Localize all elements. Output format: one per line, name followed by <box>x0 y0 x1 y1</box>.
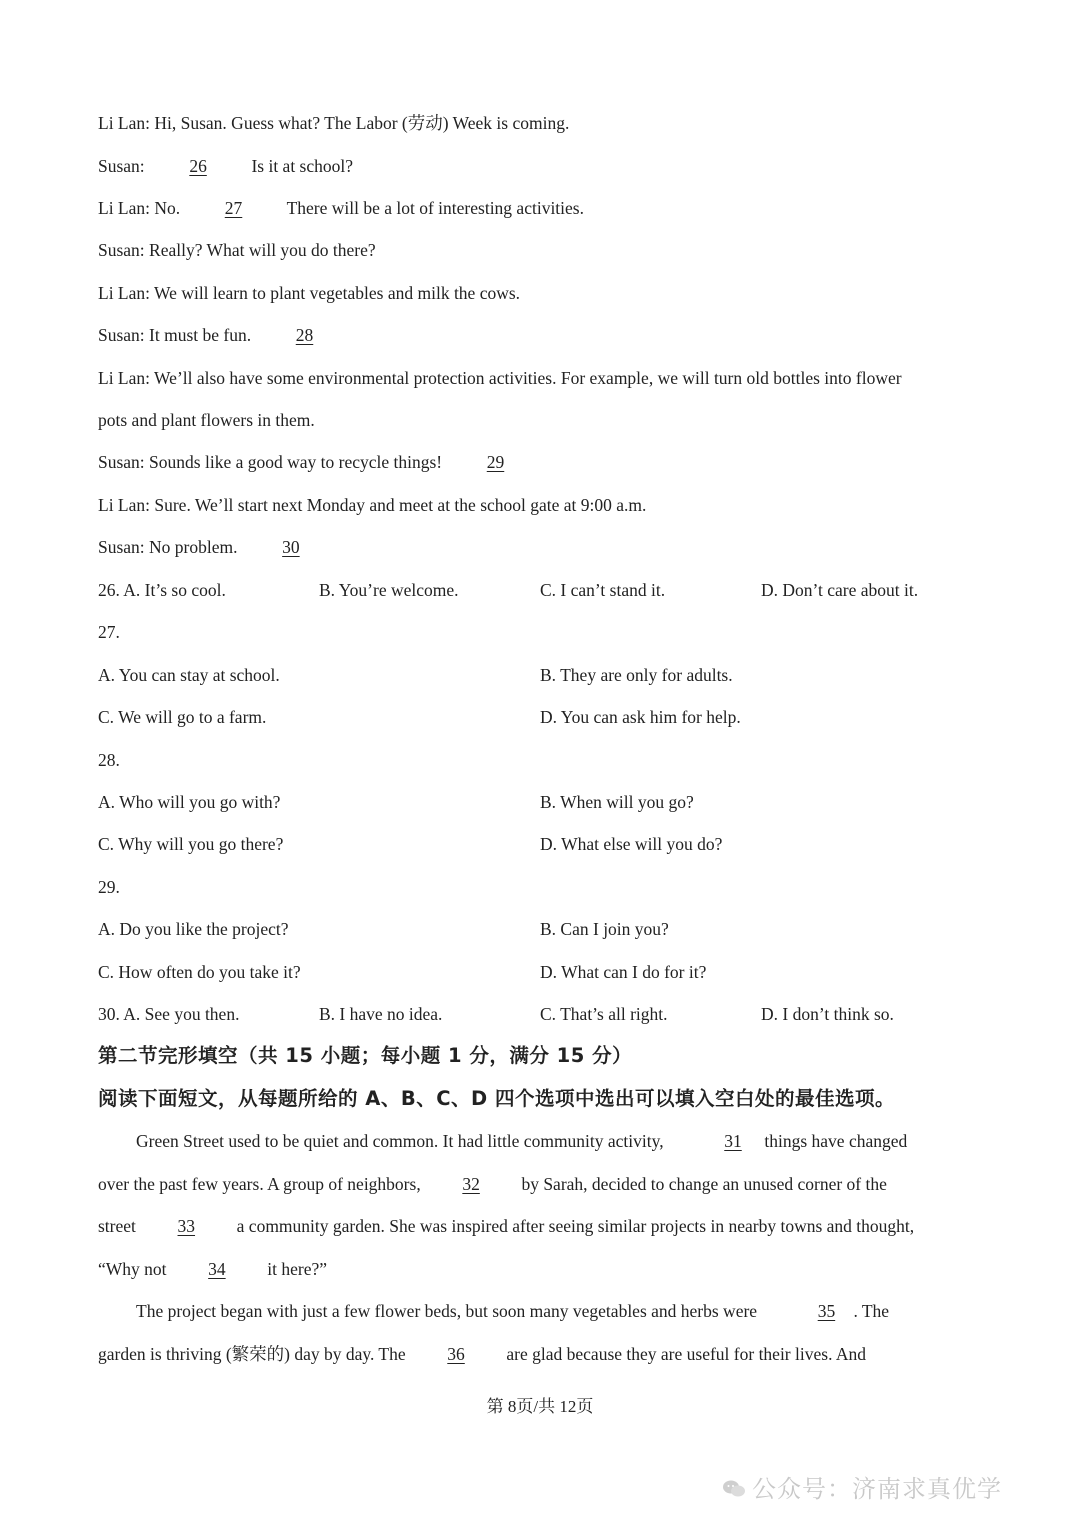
blank-36: 36 <box>447 1344 465 1364</box>
q27-option-b: B. They are only for adults. <box>540 665 733 685</box>
passage-line-4 <box>98 1257 983 1281</box>
passage-line-6 <box>98 1342 983 1366</box>
passage-text: things have changed <box>760 1131 908 1151</box>
dialogue-line-9 <box>98 450 545 474</box>
q30-option-b: B. I have no idea. <box>319 1004 443 1024</box>
dialogue-line-8 <box>98 408 315 432</box>
dialogue-text: Li Lan: No. <box>98 198 185 218</box>
page-number: 第 8页/共 12页 <box>486 1397 594 1416</box>
dialogue-text: Li Lan: We’ll also have some environmental protection activities. For example, we will turn old bottles into flower <box>98 368 902 388</box>
dialogue-text: pots and plant flowers in them. <box>98 410 315 430</box>
dialogue-text: Susan: No problem. <box>98 537 242 557</box>
blank-32: 32 <box>462 1174 480 1194</box>
passage-text: a community garden. She was inspired after seeing similar projects in nearby towns and thought, <box>232 1216 915 1236</box>
blank-28: 28 <box>295 325 314 345</box>
dialogue-line-11 <box>98 535 340 559</box>
passage-line-2 <box>98 1172 983 1196</box>
q26-option-c: C. I can’t stand it. <box>540 580 666 600</box>
dialogue-line-3 <box>98 196 584 220</box>
dialogue-text: Li Lan: Hi, Susan. Guess what? The Labor (劳动) Week is coming. <box>98 113 570 133</box>
passage-text: “Why not <box>98 1259 171 1279</box>
q29-option-b: B. Can I join you? <box>540 919 669 939</box>
blank-29: 29 <box>486 452 505 472</box>
dialogue-text: Susan: It must be fun. <box>98 325 256 345</box>
passage-line-5 <box>98 1299 983 1323</box>
q26-option-a: 26. A. It’s so cool. <box>98 580 226 600</box>
dialogue-text: Susan: Sounds like a good way to recycle things! <box>98 452 447 472</box>
dialogue-text: Is it at school? <box>247 156 354 176</box>
q27-option-a: A. You can stay at school. <box>98 665 280 685</box>
q27-option-d: D. You can ask him for help. <box>540 707 741 727</box>
blank-30: 30 <box>282 537 300 557</box>
section-title: 第二节完形填空（共 15 小题；每小题 1 分，满分 15 分） <box>98 1044 633 1067</box>
section-instruction: 阅读下面短文，从每题所给的 A、B、C、D 四个选项中选出可以填入空白处的最佳选项。 <box>98 1087 896 1110</box>
q27-option-c: C. We will go to a farm. <box>98 707 267 727</box>
blank-33: 33 <box>177 1216 196 1236</box>
dialogue-line-10 <box>98 493 646 517</box>
q27-number: 27. <box>98 622 120 642</box>
q29-option-d: D. What can I do for it? <box>540 962 707 982</box>
passage-text: it here?” <box>262 1259 328 1279</box>
dialogue-text: Li Lan: Sure. We’ll start next Monday and meet at the school gate at 9:00 a.m. <box>98 495 647 515</box>
blank-34: 34 <box>208 1259 226 1279</box>
q28-option-c: C. Why will you go there? <box>98 834 284 854</box>
dialogue-text: Susan: Really? What will you do there? <box>98 240 376 260</box>
q26-option-b: B. You’re welcome. <box>319 580 459 600</box>
dialogue-line-5 <box>98 281 520 305</box>
passage-text: . The <box>853 1301 890 1321</box>
q28-option-a: A. Who will you go with? <box>98 792 281 812</box>
dialogue-line-2 <box>98 154 353 178</box>
passage-text: are glad because they are useful for their lives. And <box>502 1344 866 1364</box>
q29-option-a: A. Do you like the project? <box>98 919 289 939</box>
blank-27: 27 <box>224 198 243 218</box>
q29-number: 29. <box>98 877 120 897</box>
q30-option-c: C. That’s all right. <box>540 1004 668 1024</box>
dialogue-text: Susan: <box>98 156 150 176</box>
passage-line-3 <box>98 1214 983 1238</box>
q28-number: 28. <box>98 750 120 770</box>
blank-35: 35 <box>817 1301 836 1321</box>
dialogue-line-4 <box>98 238 376 262</box>
dialogue-text: There will be a lot of interesting activities. <box>282 198 584 218</box>
passage-line-1 <box>98 1129 983 1153</box>
passage-text: over the past few years. A group of neighbors, <box>98 1174 426 1194</box>
blank-31: 31 <box>724 1131 742 1151</box>
q30-option-a: 30. A. See you then. <box>98 1004 240 1024</box>
passage-text: garden is thriving (繁荣的) day by day. The <box>98 1344 411 1364</box>
dialogue-line-1 <box>98 111 569 135</box>
q29-option-c: C. How often do you take it? <box>98 962 301 982</box>
dialogue-line-7 <box>98 366 902 390</box>
q26-option-d: D. Don’t care about it. <box>761 580 919 600</box>
blank-26: 26 <box>189 156 207 176</box>
passage-text: street <box>98 1216 141 1236</box>
passage-text: Green Street used to be quiet and common. It had little community activity, <box>136 1131 668 1151</box>
wechat-icon <box>722 1477 746 1501</box>
passage-text: The project began with just a few flower beds, but soon many vegetables and herbs were <box>136 1301 762 1321</box>
q30-option-d: D. I don’t think so. <box>761 1004 894 1024</box>
dialogue-text: Li Lan: We will learn to plant vegetables and milk the cows. <box>98 283 521 303</box>
watermark <box>722 1469 1002 1504</box>
passage-text: by Sarah, decided to change an unused corner of the <box>517 1174 887 1194</box>
q28-option-d: D. What else will you do? <box>540 834 723 854</box>
dialogue-line-6 <box>98 323 354 347</box>
q28-option-b: B. When will you go? <box>540 792 694 812</box>
watermark-text: 公众号：济南求真优学 <box>752 1475 1002 1503</box>
